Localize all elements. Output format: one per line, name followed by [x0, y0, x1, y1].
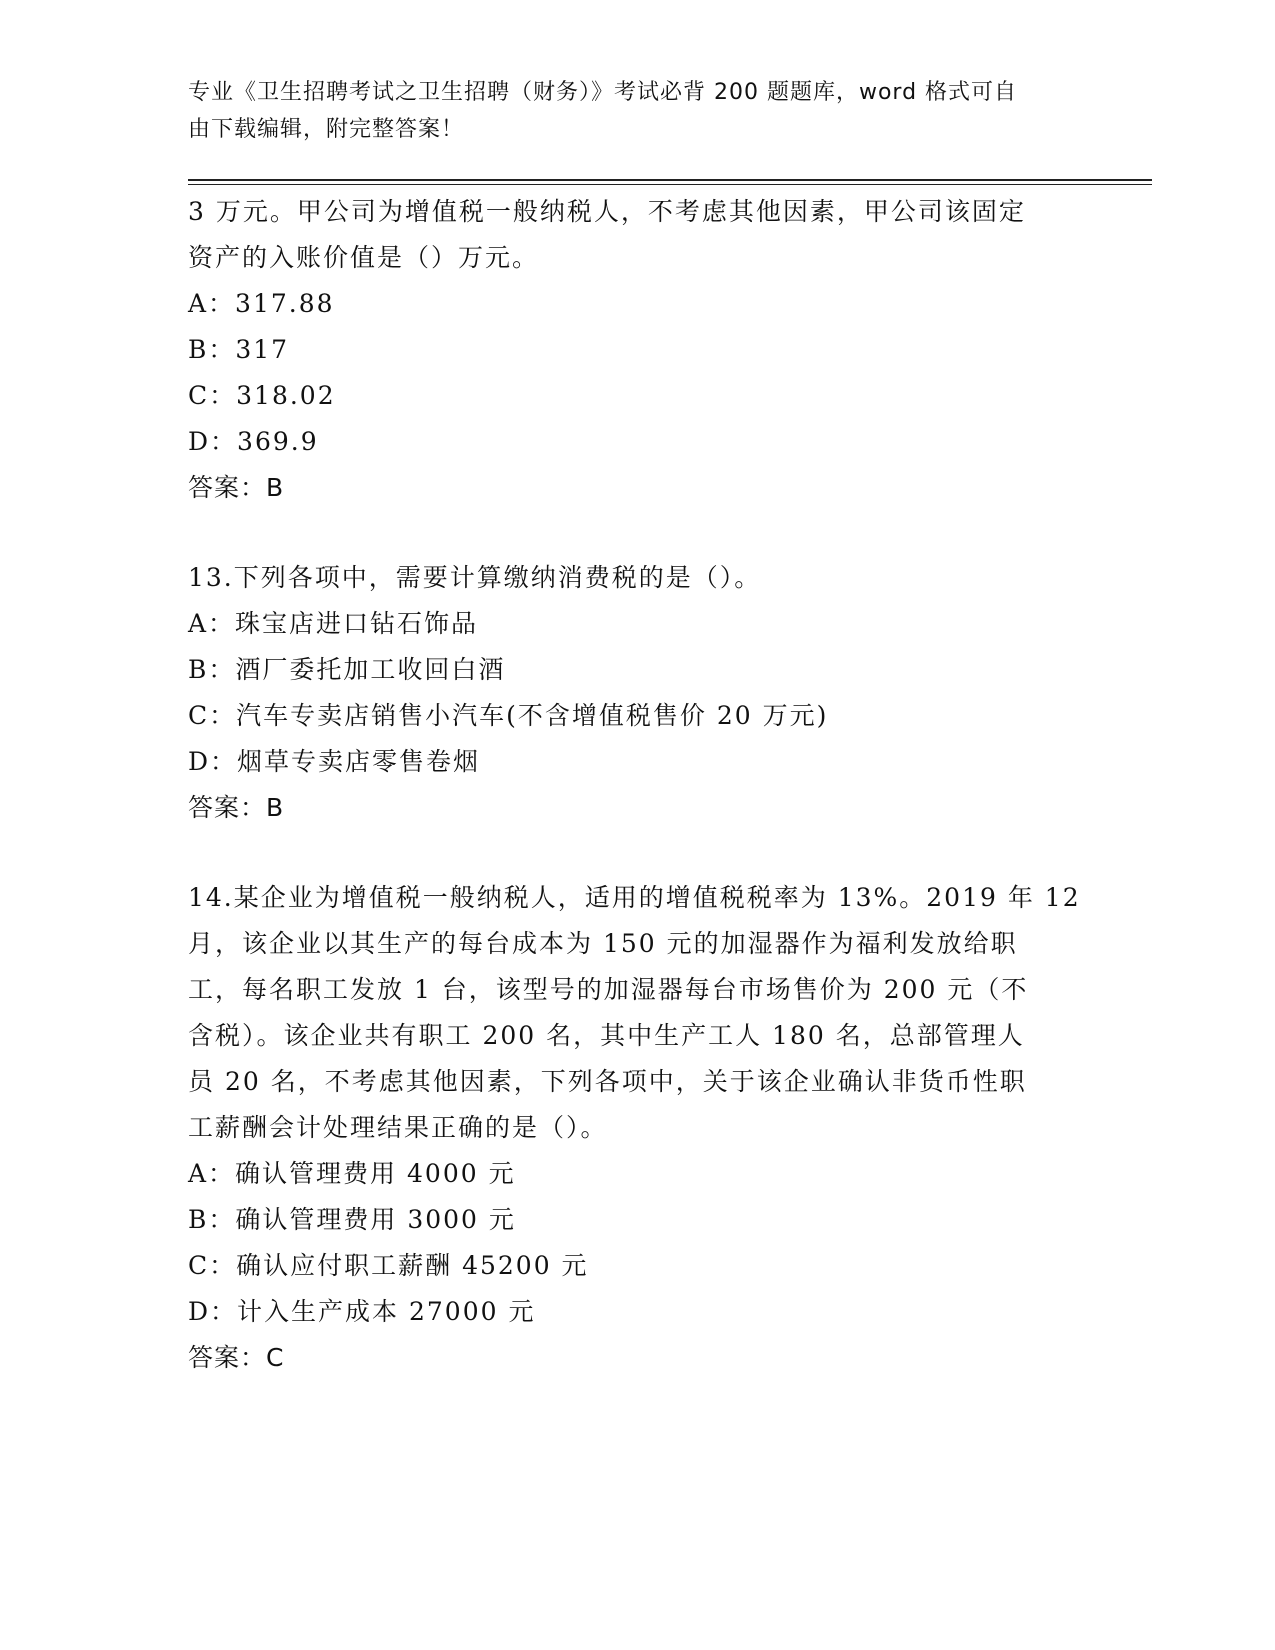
question-stem-line: 13.下列各项中，需要计算缴纳消费税的是（）。: [188, 563, 762, 592]
question-stem-line: 员 20 名，不考虑其他因素，下列各项中，关于该企业确认非货币性职: [188, 1067, 1027, 1096]
option-a: A：317.88: [188, 289, 335, 318]
option-d: D：烟草专卖店零售卷烟: [188, 747, 481, 776]
header-line-1: 专业《卫生招聘考试之卫生招聘（财务）》考试必背 200 题题库，word 格式可自: [188, 80, 1018, 105]
option-c: C：确认应付职工薪酬 45200 元: [188, 1251, 589, 1280]
header-divider-thin: [188, 184, 1152, 185]
answer-line: 答案：B: [188, 473, 285, 502]
question-spacer: [188, 511, 1088, 555]
document-header: [188, 74, 1088, 148]
question-spacer: [188, 831, 1088, 875]
header-divider-thick: [188, 179, 1152, 181]
option-a: A：确认管理费用 4000 元: [188, 1159, 516, 1188]
option-b: B：317: [188, 335, 290, 364]
document-body: [188, 189, 1088, 1381]
question-stem-line: 含税）。该企业共有职工 200 名，其中生产工人 180 名，总部管理人: [188, 1021, 1025, 1050]
question-stem-line: 工，每名职工发放 1 台，该型号的加湿器每台市场售价为 200 元（不: [188, 975, 1029, 1004]
question-stem-line: 14.某企业为增值税一般纳税人，适用的增值税税率为 13%。2019 年 12: [188, 883, 1081, 912]
answer-line: 答案：B: [188, 793, 285, 822]
option-c: C：318.02: [188, 381, 336, 410]
option-c: C：汽车专卖店销售小汽车(不含增值税售价 20 万元): [188, 701, 829, 730]
option-b: B：确认管理费用 3000 元: [188, 1205, 516, 1234]
option-a: A：珠宝店进口钻石饰品: [188, 609, 479, 638]
question-block-continued: [188, 189, 1088, 511]
question-stem-line: 月，该企业以其生产的每台成本为 150 元的加湿器作为福利发放给职: [188, 929, 1018, 958]
question-block-14: [188, 875, 1088, 1381]
option-d: D：计入生产成本 27000 元: [188, 1297, 536, 1326]
option-b: B：酒厂委托加工收回白酒: [188, 655, 506, 684]
question-stem-line: 3 万元。甲公司为增值税一般纳税人，不考虑其他因素，甲公司该固定: [188, 197, 1026, 226]
question-stem-line: 资产的入账价值是（）万元。: [188, 243, 540, 272]
question-stem-line: 工薪酬会计处理结果正确的是（）。: [188, 1113, 608, 1142]
header-line-2: 由下载编辑，附完整答案！: [188, 117, 465, 142]
question-block-13: [188, 555, 1088, 831]
answer-line: 答案：C: [188, 1343, 285, 1372]
option-d: D：369.9: [188, 427, 319, 456]
